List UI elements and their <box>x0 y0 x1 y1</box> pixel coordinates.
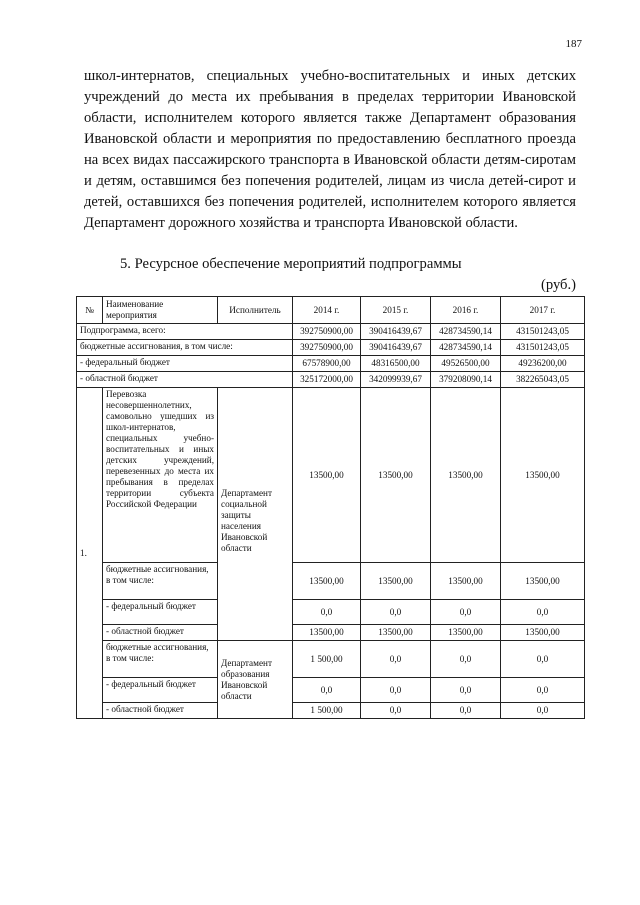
cell-2016: 13500,00 <box>431 625 501 641</box>
row-label: - федеральный бюджет <box>103 678 218 703</box>
row-label: бюджетные ассигнования, в том числе: <box>77 340 293 356</box>
header-executor: Исполнитель <box>218 297 293 324</box>
row-label: Подпрограмма, всего: <box>77 324 293 340</box>
cell-2016: 428734590,14 <box>431 340 501 356</box>
section-heading: 5. Ресурсное обеспечение мероприятий подпрограммы <box>120 256 462 272</box>
cell-2015: 13500,00 <box>361 625 431 641</box>
cell-2017: 49236200,00 <box>501 356 585 372</box>
cell-2017: 431501243,05 <box>501 340 585 356</box>
cell-2015: 390416439,67 <box>361 324 431 340</box>
cell-2014: 0,0 <box>293 600 361 625</box>
table-row <box>77 703 585 719</box>
cell-2014: 13500,00 <box>293 625 361 641</box>
cell-2016: 0,0 <box>431 641 501 678</box>
cell-2017: 0,0 <box>501 641 585 678</box>
cell-2017: 0,0 <box>501 600 585 625</box>
table-header-row <box>77 297 585 324</box>
table-row <box>77 625 585 641</box>
header-2017: 2017 г. <box>501 297 585 324</box>
cell-2014: 325172000,00 <box>293 372 361 388</box>
table-row <box>77 563 585 600</box>
cell-2014: 392750900,00 <box>293 324 361 340</box>
cell-2017: 13500,00 <box>501 625 585 641</box>
cell-2014: 0,0 <box>293 678 361 703</box>
cell-2014: 67578900,00 <box>293 356 361 372</box>
cell-2016: 0,0 <box>431 600 501 625</box>
cell-2015: 0,0 <box>361 641 431 678</box>
table-row <box>77 388 585 563</box>
table-row <box>77 641 585 678</box>
cell-2017: 0,0 <box>501 678 585 703</box>
table-row <box>77 600 585 625</box>
cell-2015: 0,0 <box>361 703 431 719</box>
page-number: 187 <box>565 38 582 50</box>
cell-2016: 379208090,14 <box>431 372 501 388</box>
cell-2015: 0,0 <box>361 678 431 703</box>
cell-2015: 390416439,67 <box>361 340 431 356</box>
row-label: - областной бюджет <box>77 372 293 388</box>
table-row <box>77 340 585 356</box>
cell-2016: 13500,00 <box>431 388 501 563</box>
cell-2016: 13500,00 <box>431 563 501 600</box>
activity-number: 1. <box>77 388 103 719</box>
header-number: № <box>77 297 103 324</box>
row-label: - областной бюджет <box>103 703 218 719</box>
table-row <box>77 678 585 703</box>
table-row <box>77 372 585 388</box>
cell-2014: 13500,00 <box>293 388 361 563</box>
cell-2017: 382265043,05 <box>501 372 585 388</box>
row-label: бюджетные ассигнования, в том числе: <box>103 563 218 600</box>
cell-2017: 13500,00 <box>501 563 585 600</box>
header-2016: 2016 г. <box>431 297 501 324</box>
row-label: - федеральный бюджет <box>103 600 218 625</box>
cell-2014: 392750900,00 <box>293 340 361 356</box>
row-label: - областной бюджет <box>103 625 218 641</box>
activity-executor: Департамент социальной защиты населения Ивановской области <box>218 388 293 641</box>
cell-2014: 13500,00 <box>293 563 361 600</box>
header-2014: 2014 г. <box>293 297 361 324</box>
header-2015: 2015 г. <box>361 297 431 324</box>
activity-executor: Департамент образования Ивановской области <box>218 641 293 719</box>
cell-2015: 0,0 <box>361 600 431 625</box>
cell-2015: 13500,00 <box>361 563 431 600</box>
resource-table <box>76 296 585 719</box>
row-label: - федеральный бюджет <box>77 356 293 372</box>
cell-2017: 431501243,05 <box>501 324 585 340</box>
currency-note: (руб.) <box>540 277 576 293</box>
table-row <box>77 324 585 340</box>
cell-2016: 49526500,00 <box>431 356 501 372</box>
cell-2016: 0,0 <box>431 703 501 719</box>
row-label: бюджетные ассигнования, в том числе: <box>103 641 218 678</box>
cell-2016: 428734590,14 <box>431 324 501 340</box>
activity-name: Перевозка несовершеннолетних, самовольно ушедших из школ-интернатов, специальных учебно-воспитательных и иных детских учреждений, перевезенных до места их пребывания в пределах территории субъекта Российской Федерации <box>103 388 218 563</box>
body-paragraph: школ-интернатов, специальных учебно-воспитательных и иных детских учреждений до места их пребывания в пределах территории Ивановской области, исполнителем которого является также Департамент образования Ивановской области и мероприятия по предоставлению бесплатного проезда на всех видах пассажирского транспорта в Ивановской области детям-сиротам и детям, оставшимся без попечения родителей, лицам из числа детей-сирот и детей, оставшихся без попечения родителей, исполнителем которого является Департамент дорожного хозяйства и транспорта Ивановской области. <box>84 68 576 231</box>
cell-2017: 13500,00 <box>501 388 585 563</box>
cell-2014: 1 500,00 <box>293 703 361 719</box>
cell-2016: 0,0 <box>431 678 501 703</box>
cell-2015: 13500,00 <box>361 388 431 563</box>
cell-2014: 1 500,00 <box>293 641 361 678</box>
cell-2017: 0,0 <box>501 703 585 719</box>
cell-2015: 342099939,67 <box>361 372 431 388</box>
table-row <box>77 356 585 372</box>
cell-2015: 48316500,00 <box>361 356 431 372</box>
header-name: Наименование мероприятия <box>103 297 218 324</box>
